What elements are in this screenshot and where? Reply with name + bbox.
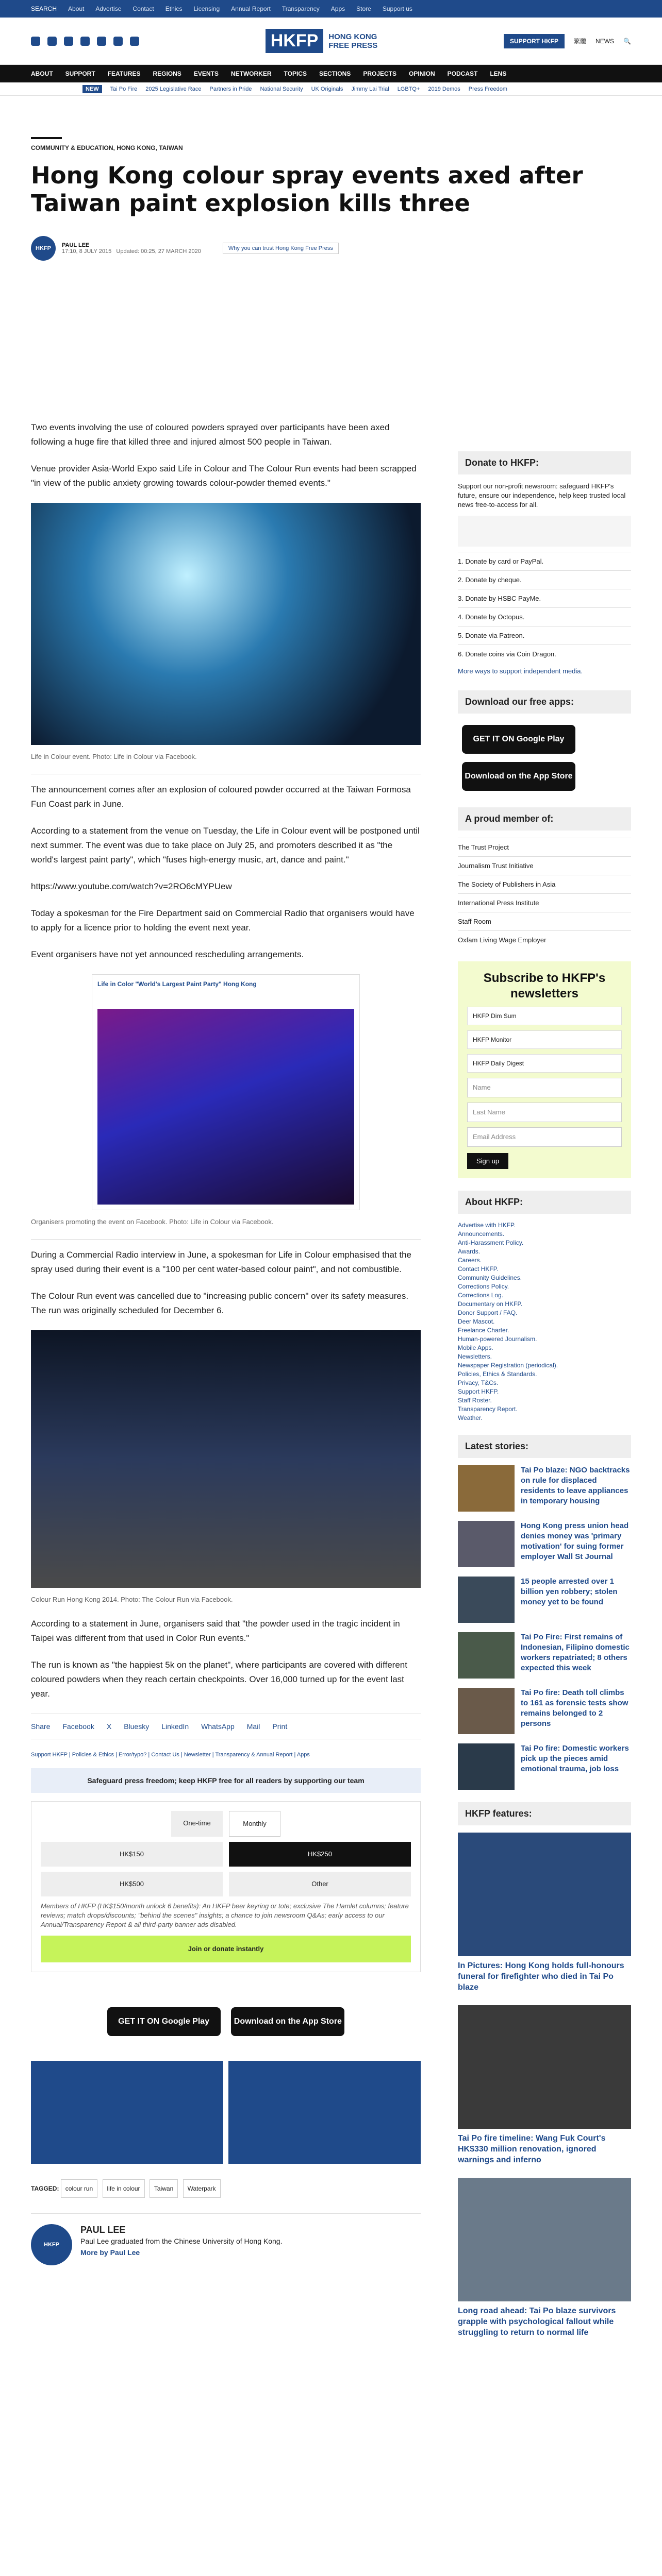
tags-label: TAGGED:	[31, 2185, 59, 2192]
story-title[interactable]: Tai Po Fire: First remains of Indonesian, Filipino domestic workers repatriated; 8 others expected this week	[521, 1633, 630, 1672]
ticker-item[interactable]: National Security	[260, 86, 303, 92]
member-logo[interactable]: The Trust Project	[458, 838, 631, 856]
ticker-item[interactable]: 2019 Demos	[428, 86, 460, 92]
donate-text: Support our non-profit newsroom: safeguard HKFP's future, ensure our independence, help keep trusted local news free-to-access for all.	[458, 482, 626, 509]
store-link[interactable]: Store	[356, 5, 371, 12]
donate-option[interactable]: 1. Donate by card or PayPal.	[458, 552, 631, 570]
about-link[interactable]: Awards.	[458, 1248, 481, 1255]
author-avatar[interactable]: HKFP	[31, 236, 56, 261]
newsletter-box	[458, 961, 631, 1178]
feature-photo	[458, 2178, 631, 2301]
more-by-author[interactable]: More by Paul Lee	[80, 2248, 140, 2257]
about-link[interactable]: Contact HKFP.	[458, 1265, 499, 1273]
share-bluesky[interactable]: Bluesky	[124, 1722, 150, 1731]
transparency-link[interactable]: Transparency	[282, 5, 320, 12]
feature-story[interactable]	[458, 2005, 631, 2165]
nav-support[interactable]: SUPPORT	[65, 70, 95, 77]
newsletter-option[interactable]: HKFP Dim Sum	[467, 1007, 622, 1025]
nav-networker[interactable]: NETWORKER	[230, 70, 272, 77]
about-link[interactable]: Privacy, T&Cs.	[458, 1379, 499, 1386]
member-logo[interactable]: The Society of Publishers in Asia	[458, 875, 631, 893]
updated-date: Updated: 00:25, 27 MARCH 2020	[116, 248, 201, 255]
share-x[interactable]: X	[106, 1722, 112, 1731]
ticker-item[interactable]: Jimmy Lai Trial	[351, 86, 389, 92]
paragraph: According to a statement in June, organisers said that "the powder used in the tragic incident in Taipei was different from that used in Color Run events."	[31, 1619, 400, 1643]
youtube-link[interactable]: https://www.youtube.com/watch?v=2RO6cMYPUew	[31, 882, 232, 891]
about-link[interactable]: About	[68, 5, 85, 12]
about-link[interactable]: Anti-Harassment Policy.	[458, 1239, 524, 1246]
news-link[interactable]: NEWS	[595, 37, 615, 45]
about-link[interactable]: Mobile Apps.	[458, 1344, 493, 1351]
amount-150[interactable]: HK$150	[41, 1842, 223, 1867]
paragraph: The announcement comes after an explosion of coloured powder occurred at the Taiwan Formosa Fun Coast park in June.	[31, 774, 421, 811]
share-mail[interactable]: Mail	[246, 1722, 260, 1731]
trust-link[interactable]: Why you can trust Hong Kong Free Press	[223, 243, 339, 254]
chinese-link[interactable]: 繁體	[574, 38, 587, 45]
facebook-embed[interactable]	[92, 974, 360, 1210]
x-icon[interactable]	[47, 37, 57, 46]
nav-about[interactable]: ABOUT	[31, 70, 53, 77]
about-link[interactable]: Staff Roster.	[458, 1397, 492, 1404]
about-link[interactable]: Support HKFP.	[458, 1388, 499, 1395]
bio-avatar[interactable]: HKFP	[31, 2224, 72, 2265]
article-title: Hong Kong colour spray events axed after Taiwan paint explosion kills three	[31, 162, 583, 217]
bluesky-icon[interactable]	[97, 37, 106, 46]
ethics-link[interactable]: Ethics	[165, 5, 183, 12]
latest-story[interactable]	[458, 1688, 631, 1734]
email-input[interactable]: Email Address	[467, 1127, 622, 1147]
share-whatsapp[interactable]: WhatsApp	[201, 1722, 235, 1731]
member-logo[interactable]: International Press Institute	[458, 893, 631, 912]
about-link[interactable]: Advertise with HKFP.	[458, 1222, 516, 1229]
nav-sections[interactable]: SECTIONS	[319, 70, 351, 77]
logo-box: HKFP	[266, 29, 324, 53]
nav-podcast[interactable]: PODCAST	[447, 70, 478, 77]
about-link[interactable]: Newspaper Registration (periodical).	[458, 1362, 558, 1369]
donate-option[interactable]: 2. Donate by cheque.	[458, 570, 631, 589]
author-name[interactable]: PAUL LEE	[62, 242, 90, 248]
story-title[interactable]: Tai Po blaze: NGO backtracks on rule for displaced residents to leave appliances in temporary housing	[521, 1466, 630, 1505]
apps-link[interactable]: Apps	[330, 5, 345, 12]
masthead	[0, 18, 662, 65]
about-link[interactable]: Documentary on HKFP.	[458, 1300, 523, 1308]
nav-lens[interactable]: LENS	[490, 70, 507, 77]
member-logo[interactable]: Journalism Trust Initiative	[458, 856, 631, 875]
share-facebook[interactable]: Facebook	[62, 1722, 94, 1731]
embed-title: Life in Color "World's Largest Paint Party" Hong Kong	[97, 980, 257, 988]
story-title[interactable]: Tai Po fire: Death toll climbs to 161 as forensic tests show remains belonged to 2 persons	[521, 1688, 628, 1728]
about-link[interactable]: Corrections Log.	[458, 1292, 504, 1299]
search-icon[interactable]: 🔍	[623, 37, 631, 45]
about-link[interactable]: Transparency Report.	[458, 1405, 518, 1413]
donate-option[interactable]: 4. Donate by Octopus.	[458, 607, 631, 626]
paragraph: According to a statement from the venue on Tuesday, the Life in Colour event will be postponed until next summer. The event was due to take place on July 25, and promoters described it as "the world's largest paint party", which "fuses high-energy music, art, dance and paint."	[31, 826, 420, 865]
photo-caption: Organisers promoting the event on Facebook. Photo: Life in Colour via Facebook.	[31, 1218, 274, 1226]
about-link[interactable]: Weather.	[458, 1414, 483, 1421]
about-list	[458, 1221, 631, 1422]
google-play-button[interactable]: GET IT ON Google Play	[462, 725, 575, 754]
donate-option[interactable]: 5. Donate via Patreon.	[458, 626, 631, 645]
ticker-item[interactable]: 2025 Legislative Race	[145, 86, 202, 92]
article-container	[31, 96, 631, 2337]
footer-links[interactable]: Support HKFP | Policies & Ethics | Error/typo? | Contact Us | Newsletter | Transparency & Annual Report | Apps	[31, 1752, 310, 1758]
feature-title[interactable]: Tai Po fire timeline: Wang Fuk Court's HK$330 million renovation, ignored warnings and inferno	[458, 2134, 606, 2164]
contact-link[interactable]: Contact	[133, 5, 154, 12]
about-link[interactable]: Donor Support / FAQ.	[458, 1309, 518, 1316]
tags	[31, 2179, 421, 2198]
paragraph: Event organisers have not yet announced rescheduling arrangements.	[31, 950, 304, 959]
logo-text: HONG KONG FREE PRESS	[328, 32, 378, 50]
about-link[interactable]: Freelance Charter.	[458, 1327, 509, 1334]
masthead-actions	[504, 34, 631, 48]
nav-features[interactable]: FEATURES	[107, 70, 141, 77]
threads-icon[interactable]	[80, 37, 90, 46]
annual-report-link[interactable]: Annual Report	[231, 5, 271, 12]
join-donate-button[interactable]: Join or donate instantly	[41, 1936, 411, 1962]
about-link[interactable]: Announcements.	[458, 1230, 505, 1238]
apps-row	[31, 2003, 421, 2040]
ticker-label: NEW	[82, 85, 102, 93]
photo-caption: Colour Run Hong Kong 2014. Photo: The Colour Run via Facebook.	[31, 1596, 233, 1603]
safeguard-banner: Safeguard press freedom; keep HKFP free for all readers by supporting our team	[31, 1768, 421, 1793]
share-print[interactable]: Print	[272, 1722, 288, 1731]
member-logo[interactable]: Staff Room	[458, 912, 631, 930]
latest-heading: Latest stories:	[458, 1435, 631, 1458]
sidebar	[458, 451, 631, 2350]
monthly-tab[interactable]: Monthly	[229, 1811, 280, 1837]
donate-option[interactable]: 3. Donate by HSBC PayMe.	[458, 589, 631, 607]
tag[interactable]: Waterpark	[183, 2179, 221, 2198]
app-store-button[interactable]: Download on the App Store	[231, 2007, 344, 2036]
paragraph: Today a spokesman for the Fire Department said on Commercial Radio that organisers would have to apply for a licence prior to holding the event next year.	[31, 908, 415, 933]
story-thumb	[458, 1743, 515, 1790]
share-bar	[31, 1714, 421, 1739]
member-heading: A proud member of:	[458, 807, 631, 831]
paragraph: During a Commercial Radio interview in June, a spokesman for Life in Colour emphasised that the spray used during their event is a "100 per cent water-based colour paint", and not combustible.	[31, 1239, 421, 1277]
feature-story[interactable]	[458, 1833, 631, 1993]
byline	[31, 236, 631, 261]
newsletter-option[interactable]: HKFP Monitor	[467, 1030, 622, 1049]
social-icons	[31, 37, 139, 46]
amount-250[interactable]: HK$250	[229, 1842, 411, 1867]
about-link[interactable]: Deer Mascot.	[458, 1318, 495, 1325]
paragraph: Two events involving the use of coloured powders sprayed over participants have been axed following a huge fire that killed three and injured almost 500 people in Taiwan.	[31, 422, 390, 447]
story-thumb	[458, 1577, 515, 1623]
nav-opinion[interactable]: OPINION	[409, 70, 435, 77]
bio-name[interactable]: PAUL LEE	[80, 2225, 126, 2235]
story-title[interactable]: Hong Kong press union head denies money was 'primary motivation' for suing former employer Wall St Journal	[521, 1521, 629, 1561]
latest-story[interactable]	[458, 1465, 631, 1512]
about-link[interactable]: Policies, Ethics & Standards.	[458, 1370, 537, 1378]
story-thumb	[458, 1688, 515, 1734]
more-ways-link[interactable]: More ways to support independent media.	[458, 667, 583, 675]
publish-date: 17:10, 8 JULY 2015	[62, 248, 112, 255]
feature-title[interactable]: In Pictures: Hong Kong holds full-honours funeral for firefighter who died in Tai Po blaze	[458, 1961, 624, 1992]
about-link[interactable]: Newsletters.	[458, 1353, 492, 1360]
embed-photo	[97, 1009, 354, 1205]
last-name-input[interactable]: Last Name	[467, 1103, 622, 1122]
ticker-item[interactable]: UK Originals	[311, 86, 343, 92]
nav-regions[interactable]: REGIONS	[153, 70, 181, 77]
search-link[interactable]: SEARCH	[31, 5, 57, 12]
life-in-colour-photo	[31, 503, 421, 745]
article-categories[interactable]: COMMUNITY & EDUCATION, HONG KONG, TAIWAN	[31, 137, 62, 151]
latest-story[interactable]	[458, 1743, 631, 1790]
feature-story[interactable]	[458, 2178, 631, 2338]
top-utility-bar	[0, 0, 662, 18]
tag[interactable]: life in colour	[103, 2179, 145, 2198]
latest-story[interactable]	[458, 1632, 631, 1679]
one-time-tab[interactable]: One-time	[171, 1811, 223, 1837]
story-thumb	[458, 1465, 515, 1512]
amount-500[interactable]: HK$500	[41, 1872, 223, 1896]
story-thumb	[458, 1632, 515, 1679]
google-play-button[interactable]: GET IT ON Google Play	[107, 2007, 221, 2036]
facebook-icon[interactable]	[31, 37, 40, 46]
app-store-button[interactable]: Download on the App Store	[462, 762, 575, 791]
paragraph: The Colour Run event was cancelled due to "increasing public concern" over its safety measures. The run was originally scheduled for December 6.	[31, 1291, 409, 1315]
about-heading: About HKFP:	[458, 1191, 631, 1214]
membership-note: Members of HKFP (HK$150/month unlock 6 benefits): An HKFP beer keyring or tote; exclusive The Hamlet columns; feature reviews; match drops/discounts; "behind the scenes" insights; a chance to join newsroom Q&As; early access to our Annual/Transparency Report & all third-party banner ads disabled.	[41, 1902, 409, 1928]
advertise-link[interactable]: Advertise	[95, 5, 122, 12]
nav-projects[interactable]: PROJECTS	[363, 70, 396, 77]
mail-icon[interactable]	[130, 37, 139, 46]
member-logo[interactable]: Oxfam Living Wage Employer	[458, 930, 631, 949]
paragraph: Venue provider Asia-World Expo said Life in Colour and The Colour Run events had been scrapped "in view of the public anxiety growing towards colour-powder themed events."	[31, 464, 417, 488]
latest-story[interactable]	[458, 1521, 631, 1567]
about-link[interactable]: Human-powered Journalism.	[458, 1335, 537, 1343]
promo-row	[31, 2061, 421, 2164]
newsletter-option[interactable]: HKFP Daily Digest	[467, 1054, 622, 1073]
amount-other[interactable]: Other	[229, 1872, 411, 1896]
paragraph: The run is known as "the happiest 5k on the planet", where participants are covered with different coloured powders when they reach certain checkpoints. Over 16,000 turned up for the event last year.	[31, 1660, 407, 1699]
sign-up-button[interactable]: Sign up	[467, 1153, 508, 1169]
nav-topics[interactable]: TOPICS	[284, 70, 307, 77]
ticker-item[interactable]: Press Freedom	[468, 86, 507, 92]
apps-heading: Download our free apps:	[458, 690, 631, 714]
features-heading: HKFP features:	[458, 1802, 631, 1825]
latest-story[interactable]	[458, 1577, 631, 1623]
photo-caption: Life in Colour event. Photo: Life in Colour via Facebook.	[31, 753, 197, 760]
feature-title[interactable]: Long road ahead: Tai Po blaze survivors grapple with psychological fallout while struggling to return to normal life	[458, 2307, 616, 2337]
support-hkfp-button[interactable]: SUPPORT HKFP	[504, 34, 565, 48]
payment-icons	[458, 516, 631, 547]
instagram-icon[interactable]	[64, 37, 73, 46]
licensing-link[interactable]: Licensing	[193, 5, 220, 12]
bio-text: Paul Lee graduated from the Chinese University of Hong Kong.	[80, 2237, 283, 2245]
colour-run-photo	[31, 1330, 421, 1588]
support-promo[interactable]	[228, 2061, 421, 2164]
tag[interactable]: colour run	[61, 2179, 97, 2198]
feature-photo	[458, 1833, 631, 1956]
membership-box	[31, 1801, 421, 1972]
ticker-item[interactable]: Partners in Pride	[209, 86, 252, 92]
tag[interactable]: Taiwan	[150, 2179, 178, 2198]
about-link[interactable]: Corrections Policy.	[458, 1283, 509, 1290]
main-nav	[0, 65, 662, 82]
share-linkedin[interactable]: LinkedIn	[161, 1722, 189, 1731]
ethics-promo[interactable]	[31, 2061, 223, 2164]
youtube-icon[interactable]	[113, 37, 123, 46]
feature-photo	[458, 2005, 631, 2129]
author-bio	[31, 2213, 421, 2265]
share-label: Share	[31, 1722, 51, 1731]
ticker-item[interactable]: LGBTQ+	[397, 86, 420, 92]
newsletter-heading: Subscribe to HKFP's newsletters	[483, 971, 606, 1001]
donate-option[interactable]: 6. Donate coins via Coin Dragon.	[458, 645, 631, 663]
support-us-link[interactable]: Support us	[382, 5, 412, 12]
about-link[interactable]: Community Guidelines.	[458, 1274, 522, 1281]
story-title[interactable]: Tai Po fire: Domestic workers pick up the pieces amid emotional trauma, job loss	[521, 1744, 629, 1773]
about-link[interactable]: Careers.	[458, 1257, 482, 1264]
site-logo[interactable]	[266, 29, 378, 53]
article-body	[31, 420, 421, 2265]
nav-events[interactable]: EVENTS	[193, 70, 219, 77]
name-input[interactable]: Name	[467, 1078, 622, 1097]
trending-ticker	[0, 82, 662, 96]
story-thumb	[458, 1521, 515, 1567]
donate-heading: Donate to HKFP:	[458, 451, 631, 474]
ticker-item[interactable]: Tai Po Fire	[110, 86, 138, 92]
story-title[interactable]: 15 people arrested over 1 billion yen robbery; stolen money yet to be found	[521, 1577, 618, 1606]
